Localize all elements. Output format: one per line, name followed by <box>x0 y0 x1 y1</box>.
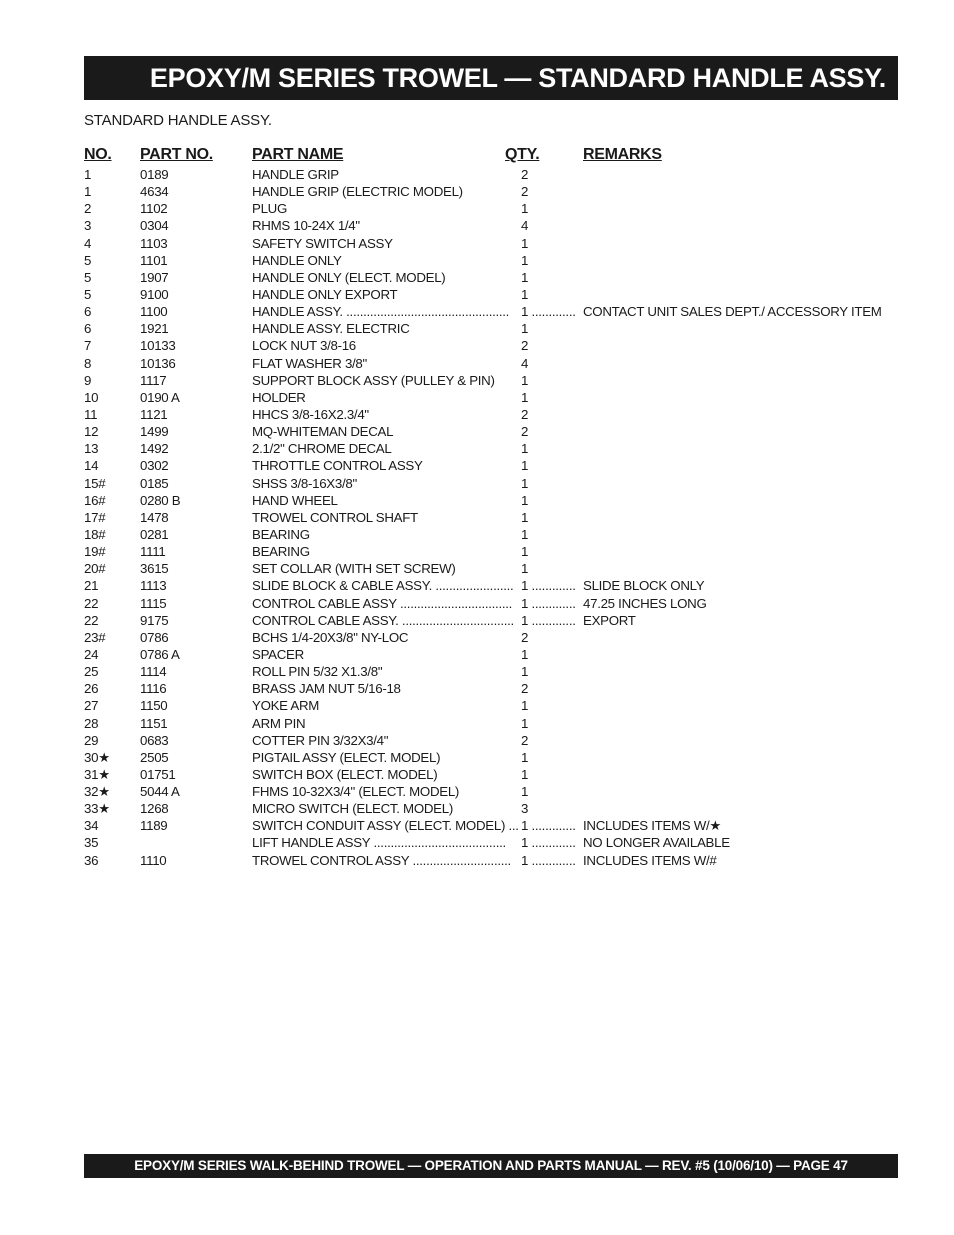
item-number: 19# <box>84 544 106 560</box>
header-part-name: PART NAME <box>252 146 344 163</box>
quantity: 1 ............. <box>521 304 576 320</box>
part-name: TROWEL CONTROL ASSY ............................. <box>252 852 511 868</box>
table-row <box>0 389 954 406</box>
remarks: EXPORT <box>583 612 636 628</box>
item-number: 15# <box>84 475 106 491</box>
part-number: 10136 <box>140 355 176 371</box>
item-number: 17# <box>84 509 106 525</box>
table-row <box>0 217 954 234</box>
table-row <box>0 560 954 577</box>
table-row <box>0 697 954 714</box>
quantity: 1 <box>521 389 529 405</box>
table-row <box>0 337 954 354</box>
quantity: 1 <box>521 561 529 577</box>
header-qty: QTY. <box>505 146 540 163</box>
quantity: 1 <box>521 509 529 525</box>
part-name: PIGTAIL ASSY (ELECT. MODEL) <box>252 749 441 765</box>
quantity: 1 <box>521 235 529 251</box>
table-row <box>0 646 954 663</box>
item-number: 5 <box>84 286 92 302</box>
part-name: 2.1/2" CHROME DECAL <box>252 441 392 457</box>
part-name: HANDLE ONLY EXPORT <box>252 286 398 302</box>
part-name: BRASS JAM NUT 5/16-18 <box>252 681 401 697</box>
quantity: 1 <box>521 372 529 388</box>
table-row <box>0 577 954 594</box>
parts-table <box>0 166 954 869</box>
part-number: 9100 <box>140 286 169 302</box>
item-number: 16# <box>84 492 106 508</box>
part-name: BEARING <box>252 544 310 560</box>
part-number: 1101 <box>140 252 168 268</box>
table-row <box>0 235 954 252</box>
part-name: HOLDER <box>252 389 306 405</box>
table-row <box>0 715 954 732</box>
part-name: HHCS 3/8-16X2.3/4" <box>252 406 369 422</box>
quantity: 1 <box>521 749 529 765</box>
part-name: FHMS 10-32X3/4" (ELECT. MODEL) <box>252 784 460 800</box>
quantity: 2 <box>521 184 529 200</box>
part-name: HANDLE GRIP <box>252 167 339 182</box>
part-name: SWITCH BOX (ELECT. MODEL) <box>252 766 438 782</box>
item-number: 18# <box>84 526 106 542</box>
table-row <box>0 526 954 543</box>
quantity: 1 <box>521 646 529 662</box>
part-number: 1117 <box>140 372 167 388</box>
part-number: 1110 <box>140 852 167 868</box>
part-number: 1103 <box>140 235 168 251</box>
part-number: 3615 <box>140 561 169 577</box>
item-number: 29 <box>84 732 99 748</box>
quantity: 4 <box>521 355 529 371</box>
quantity: 1 <box>521 492 529 508</box>
part-name: CONTROL CABLE ASSY ................................. <box>252 595 513 611</box>
table-row <box>0 766 954 783</box>
item-number: 6 <box>84 304 92 320</box>
part-name: LIFT HANDLE ASSY ....................................... <box>252 835 506 851</box>
part-number: 0189 <box>140 167 169 182</box>
quantity: 1 <box>521 715 529 731</box>
part-name: SPACER <box>252 646 304 662</box>
item-number: 32★ <box>84 784 110 800</box>
quantity: 1 ............. <box>521 612 576 628</box>
remarks: INCLUDES ITEMS W/★ <box>583 818 722 834</box>
quantity: 2 <box>521 424 529 440</box>
table-row <box>0 286 954 303</box>
part-name: CONTROL CABLE ASSY. ................................. <box>252 612 514 628</box>
quantity: 3 <box>521 801 529 817</box>
part-name: MICRO SWITCH (ELECT. MODEL) <box>252 801 453 817</box>
quantity: 1 <box>521 526 529 542</box>
part-number: 1114 <box>140 664 167 680</box>
part-number: 0280 B <box>140 492 181 508</box>
part-name: FLAT WASHER 3/8" <box>252 355 367 371</box>
part-name: HANDLE ONLY (ELECT. MODEL) <box>252 269 446 285</box>
item-number: 14 <box>84 458 99 474</box>
quantity: 1 <box>521 441 529 457</box>
table-row <box>0 269 954 286</box>
part-name: RHMS 10-24X 1/4" <box>252 218 360 234</box>
part-name: LOCK NUT 3/8-16 <box>252 338 356 354</box>
part-number: 1115 <box>140 595 167 611</box>
part-number: 1102 <box>140 201 168 217</box>
item-number: 36 <box>84 852 99 868</box>
part-number: 0786 A <box>140 646 180 662</box>
remarks: NO LONGER AVAILABLE <box>583 835 730 851</box>
quantity: 2 <box>521 406 529 422</box>
quantity: 1 ............. <box>521 595 576 611</box>
header-remarks: REMARKS <box>583 146 662 163</box>
part-name: HANDLE GRIP (ELECTRIC MODEL) <box>252 184 463 200</box>
part-name: SWITCH CONDUIT ASSY (ELECT. MODEL) ... <box>252 818 519 834</box>
part-name: BEARING <box>252 526 310 542</box>
table-row <box>0 663 954 680</box>
part-name: SLIDE BLOCK & CABLE ASSY. ....................... <box>252 578 514 594</box>
item-number: 2 <box>84 201 92 217</box>
table-row <box>0 732 954 749</box>
item-number: 3 <box>84 218 92 234</box>
part-name: TROWEL CONTROL SHAFT <box>252 509 418 525</box>
page-footer: EPOXY/M SERIES WALK-BEHIND TROWEL — OPERATION AND PARTS MANUAL — REV. #5 (10/06/10) — PAGE 47 <box>84 1154 898 1178</box>
part-number: 1907 <box>140 269 169 285</box>
part-name: YOKE ARM <box>252 698 320 714</box>
item-number: 1 <box>84 167 92 182</box>
part-name: SET COLLAR (WITH SET SCREW) <box>252 561 456 577</box>
part-name: MQ-WHITEMAN DECAL <box>252 424 394 440</box>
part-number: 0185 <box>140 475 169 491</box>
part-name: HANDLE ONLY <box>252 252 342 268</box>
item-number: 31★ <box>84 766 110 782</box>
part-number: 1150 <box>140 698 168 714</box>
part-number: 1111 <box>140 544 166 560</box>
table-row <box>0 543 954 560</box>
part-number: 1499 <box>140 424 169 440</box>
item-number: 12 <box>84 424 99 440</box>
part-number: 1492 <box>140 441 169 457</box>
quantity: 1 <box>521 252 529 268</box>
table-row <box>0 166 954 183</box>
item-number: 1 <box>84 184 92 200</box>
quantity: 2 <box>521 338 529 354</box>
quantity: 4 <box>521 218 529 234</box>
item-number: 13 <box>84 441 99 457</box>
part-number: 01751 <box>140 766 176 782</box>
table-row <box>0 800 954 817</box>
quantity: 2 <box>521 167 529 182</box>
table-row <box>0 372 954 389</box>
table-row <box>0 423 954 440</box>
item-number: 11 <box>84 406 98 422</box>
item-number: 21 <box>84 578 99 594</box>
part-number: 10133 <box>140 338 176 354</box>
quantity: 2 <box>521 629 529 645</box>
table-row <box>0 783 954 800</box>
part-number: 4634 <box>140 184 169 200</box>
table-row <box>0 183 954 200</box>
item-number: 22 <box>84 612 99 628</box>
part-name: HANDLE ASSY. ELECTRIC <box>252 321 410 337</box>
table-row <box>0 303 954 320</box>
item-number: 5 <box>84 252 92 268</box>
part-number: 0304 <box>140 218 169 234</box>
item-number: 28 <box>84 715 99 731</box>
quantity: 1 <box>521 784 529 800</box>
table-row <box>0 852 954 869</box>
quantity: 1 <box>521 766 529 782</box>
table-row <box>0 200 954 217</box>
part-number: 1151 <box>140 715 168 731</box>
remarks: SLIDE BLOCK ONLY <box>583 578 705 594</box>
part-name: COTTER PIN 3/32X3/4" <box>252 732 389 748</box>
quantity: 1 <box>521 544 529 560</box>
part-name: SUPPORT BLOCK ASSY (PULLEY & PIN) <box>252 372 495 388</box>
part-name: SHSS 3/8-16X3/8" <box>252 475 357 491</box>
remarks: CONTACT UNIT SALES DEPT./ ACCESSORY ITEM <box>583 304 882 320</box>
item-number: 25 <box>84 664 99 680</box>
part-number: 9175 <box>140 612 169 628</box>
table-row <box>0 817 954 834</box>
item-number: 33★ <box>84 801 110 817</box>
part-number: 1478 <box>140 509 169 525</box>
quantity: 2 <box>521 681 529 697</box>
quantity: 1 <box>521 664 529 680</box>
part-name: HANDLE ASSY. ................................................ <box>252 304 510 320</box>
table-row <box>0 492 954 509</box>
table-row <box>0 355 954 372</box>
table-row <box>0 629 954 646</box>
item-number: 30★ <box>84 749 110 765</box>
part-number: 5044 A <box>140 784 180 800</box>
page-title: EPOXY/M SERIES TROWEL — STANDARD HANDLE ASSY. <box>84 56 898 100</box>
item-number: 35 <box>84 835 99 851</box>
part-number: 1116 <box>140 681 167 697</box>
table-row <box>0 509 954 526</box>
table-row <box>0 595 954 612</box>
table-row <box>0 749 954 766</box>
part-number: 0683 <box>140 732 169 748</box>
item-number: 5 <box>84 269 92 285</box>
quantity: 1 ............. <box>521 852 576 868</box>
remarks: 47.25 INCHES LONG <box>583 595 707 611</box>
part-number: 1100 <box>140 304 168 320</box>
table-row <box>0 252 954 269</box>
quantity: 2 <box>521 732 529 748</box>
section-label: STANDARD HANDLE ASSY. <box>84 112 272 129</box>
part-number: 1189 <box>140 818 168 834</box>
table-row <box>0 320 954 337</box>
quantity: 1 <box>521 286 529 302</box>
part-name: SAFETY SWITCH ASSY <box>252 235 393 251</box>
item-number: 9 <box>84 372 92 388</box>
part-name: ROLL PIN 5/32 X1.3/8" <box>252 664 383 680</box>
item-number: 7 <box>84 338 92 354</box>
item-number: 26 <box>84 681 99 697</box>
quantity: 1 <box>521 321 529 337</box>
part-name: BCHS 1/4-20X3/8" NY-LOC <box>252 629 409 645</box>
quantity: 1 ............. <box>521 818 576 834</box>
table-row <box>0 612 954 629</box>
part-number: 1921 <box>140 321 169 337</box>
part-name: PLUG <box>252 201 288 217</box>
item-number: 6 <box>84 321 92 337</box>
quantity: 1 <box>521 201 529 217</box>
item-number: 4 <box>84 235 92 251</box>
item-number: 23# <box>84 629 106 645</box>
item-number: 24 <box>84 646 99 662</box>
item-number: 8 <box>84 355 92 371</box>
table-row <box>0 457 954 474</box>
header-no: NO. <box>84 146 112 163</box>
part-name: HAND WHEEL <box>252 492 338 508</box>
part-number: 0190 A <box>140 389 180 405</box>
part-number: 2505 <box>140 749 169 765</box>
table-row <box>0 834 954 851</box>
part-number: 1121 <box>140 406 168 422</box>
quantity: 1 ............. <box>521 835 576 851</box>
part-number: 0302 <box>140 458 169 474</box>
table-row <box>0 406 954 423</box>
table-row <box>0 680 954 697</box>
part-number: 0786 <box>140 629 169 645</box>
quantity: 1 <box>521 475 529 491</box>
quantity: 1 <box>521 698 529 714</box>
part-number: 1113 <box>140 578 167 594</box>
quantity: 1 <box>521 269 529 285</box>
part-number: 0281 <box>140 526 169 542</box>
table-row <box>0 475 954 492</box>
part-name: ARM PIN <box>252 715 306 731</box>
part-name: THROTTLE CONTROL ASSY <box>252 458 423 474</box>
quantity: 1 <box>521 458 529 474</box>
item-number: 10 <box>84 389 99 405</box>
table-row <box>0 440 954 457</box>
item-number: 22 <box>84 595 99 611</box>
remarks: INCLUDES ITEMS W/# <box>583 852 717 868</box>
item-number: 27 <box>84 698 99 714</box>
quantity: 1 ............. <box>521 578 576 594</box>
item-number: 20# <box>84 561 106 577</box>
header-part-no: PART NO. <box>140 146 213 163</box>
part-number: 1268 <box>140 801 169 817</box>
item-number: 34 <box>84 818 99 834</box>
